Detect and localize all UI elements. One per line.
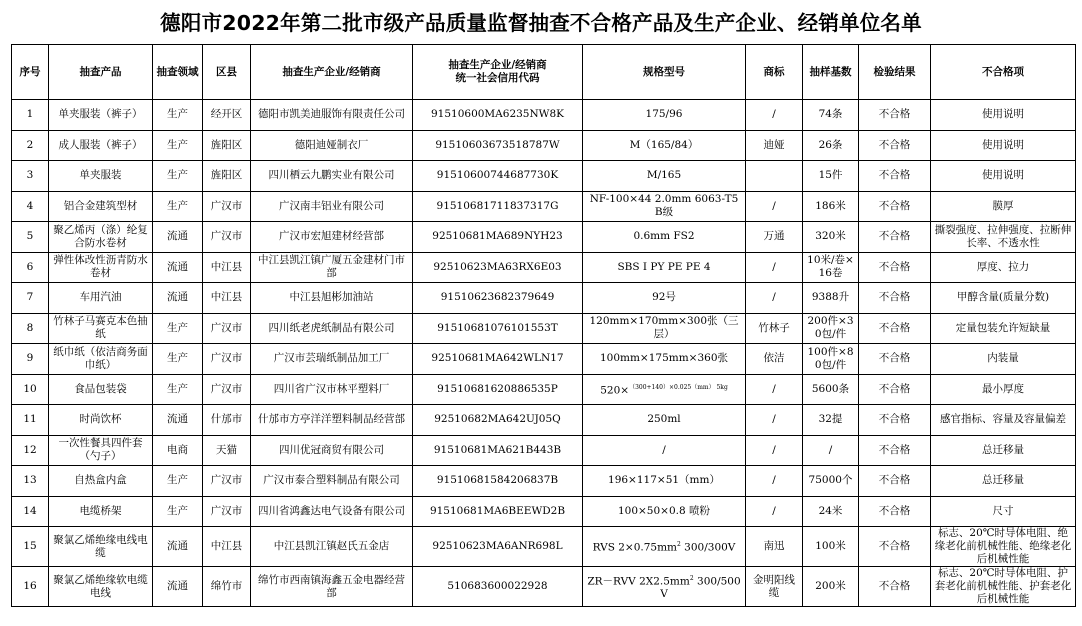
inspection-field: 生产 — [153, 161, 203, 192]
inspection-field: 生产 — [153, 496, 203, 527]
credit-code: 92510623MA6ANR698L — [413, 527, 583, 567]
test-result: 不合格 — [859, 344, 931, 375]
nonconforming-items: 感官指标、容量及容量偏差 — [931, 405, 1076, 436]
col-header-sample-base: 抽样基数 — [803, 45, 859, 100]
product-name: 弹性体改性沥青防水卷材 — [49, 252, 153, 283]
sample-base: 5600条 — [803, 374, 859, 405]
brand: 金明阳线缆 — [746, 567, 803, 607]
inspection-field: 生产 — [153, 130, 203, 161]
row-number: 6 — [12, 252, 49, 283]
credit-code: 91510681MA6BEEWD2B — [413, 496, 583, 527]
credit-code: 91510600744687730K — [413, 161, 583, 192]
document-title: 德阳市2022年第二批市级产品质量监督抽查不合格产品及生产企业、经销单位名单 — [160, 11, 922, 35]
brand: 依洁 — [746, 344, 803, 375]
inspection-field: 生产 — [153, 344, 203, 375]
spec-model — [583, 527, 746, 567]
product-name: 纸巾纸（依洁商务面巾纸） — [49, 344, 153, 375]
nonconforming-items: 尺寸 — [931, 496, 1076, 527]
brand: 竹林子 — [746, 313, 803, 344]
test-result: 不合格 — [859, 222, 931, 253]
table-row — [12, 435, 1076, 466]
brand: / — [746, 496, 803, 527]
credit-code: 91510681MA621B443B — [413, 435, 583, 466]
test-result: 不合格 — [859, 100, 931, 131]
row-number: 4 — [12, 191, 49, 222]
row-number: 3 — [12, 161, 49, 192]
nonconforming-items: 总迁移量 — [931, 466, 1076, 497]
credit-code: 91510681711837317G — [413, 191, 583, 222]
credit-code: 91510603673518787W — [413, 130, 583, 161]
col-header-spec: 规格型号 — [583, 45, 746, 100]
district: 中江县 — [203, 283, 251, 314]
spec-model: 92号 — [583, 283, 746, 314]
test-result: 不合格 — [859, 567, 931, 607]
row-number: 5 — [12, 222, 49, 253]
table-row — [12, 222, 1076, 253]
table-row — [12, 283, 1076, 314]
table-row — [12, 344, 1076, 375]
nonconforming-items: 标志、20℃时导体电阻、护套老化前机械性能、护套老化后机械性能 — [931, 567, 1076, 607]
sample-base: 186米 — [803, 191, 859, 222]
company-name: 德阳迪娅制衣厂 — [251, 130, 413, 161]
row-number: 15 — [12, 527, 49, 567]
spec-model: 100mm×175mm×360张 — [583, 344, 746, 375]
table-row — [12, 100, 1076, 131]
company-name: 什邡市方亭洋洋塑料制品经营部 — [251, 405, 413, 436]
district: 广汉市 — [203, 191, 251, 222]
product-name: 聚氯乙烯绝缘电线电缆 — [49, 527, 153, 567]
company-name: 中江县凯江镇广厦五金建材门市部 — [251, 252, 413, 283]
district: 广汉市 — [203, 374, 251, 405]
product-name: 聚乙烯丙（涤）纶复合防水卷材 — [49, 222, 153, 253]
sample-base: / — [803, 435, 859, 466]
product-name: 铝合金建筑型材 — [49, 191, 153, 222]
row-number: 7 — [12, 283, 49, 314]
sample-base: 10米/卷×16卷 — [803, 252, 859, 283]
inspection-field: 生产 — [153, 466, 203, 497]
district: 广汉市 — [203, 466, 251, 497]
spec-model: SBS I PY PE PE 4 — [583, 252, 746, 283]
brand: 万通 — [746, 222, 803, 253]
district: 广汉市 — [203, 344, 251, 375]
table-row — [12, 405, 1076, 436]
sample-base: 200件×30包/件 — [803, 313, 859, 344]
inspection-field: 流通 — [153, 283, 203, 314]
spec-main: ZR－RVV 2X2.5mm — [587, 575, 690, 588]
spec-model: 0.6mm FS2 — [583, 222, 746, 253]
test-result: 不合格 — [859, 161, 931, 192]
product-name: 单夹服装（裤子） — [49, 100, 153, 131]
row-number: 13 — [12, 466, 49, 497]
col-header-company: 抽查生产企业/经销商 — [251, 45, 413, 100]
spec-model: M（165/84） — [583, 130, 746, 161]
company-name: 四川省广汉市林平塑料厂 — [251, 374, 413, 405]
credit-code: 91510681620886535P — [413, 374, 583, 405]
test-result: 不合格 — [859, 130, 931, 161]
district: 广汉市 — [203, 313, 251, 344]
table-row — [12, 191, 1076, 222]
credit-code: 91510681584206837B — [413, 466, 583, 497]
spec-model: 120mm×170mm×300张（三层） — [583, 313, 746, 344]
credit-code: 91510600MA6235NW8K — [413, 100, 583, 131]
spec-superscript: （300+140）×0.025（mm） 5kg — [629, 384, 728, 391]
district: 广汉市 — [203, 496, 251, 527]
table-row — [12, 466, 1076, 497]
product-name: 食品包装袋 — [49, 374, 153, 405]
district: 中江县 — [203, 252, 251, 283]
table-row — [12, 527, 1076, 567]
inspection-field: 流通 — [153, 527, 203, 567]
sample-base: 200米 — [803, 567, 859, 607]
inspection-field: 生产 — [153, 191, 203, 222]
product-name: 竹林子马赛克本色抽纸 — [49, 313, 153, 344]
nonconforming-items: 甲醇含量(质量分数) — [931, 283, 1076, 314]
inspection-field: 流通 — [153, 222, 203, 253]
company-name: 德阳市凯美迪服饰有限责任公司 — [251, 100, 413, 131]
spec-tail: 300/300V — [680, 541, 736, 554]
row-number: 8 — [12, 313, 49, 344]
company-name: 四川纸老虎纸制品有限公司 — [251, 313, 413, 344]
company-name: 广汉市芸瑞纸制品加工厂 — [251, 344, 413, 375]
col-header-nonconforming-items: 不合格项 — [931, 45, 1076, 100]
product-name: 时尚饮杯 — [49, 405, 153, 436]
spec-superscript: 2 — [689, 574, 694, 582]
row-number: 16 — [12, 567, 49, 607]
table-row — [12, 313, 1076, 344]
col-header-brand: 商标 — [746, 45, 803, 100]
spec-superscript: 2 — [677, 541, 681, 549]
credit-code: 92510681MA642WLN17 — [413, 344, 583, 375]
product-name: 一次性餐具四件套（勺子） — [49, 435, 153, 466]
credit-code: 92510623MA63RX6E03 — [413, 252, 583, 283]
sample-base: 75000个 — [803, 466, 859, 497]
test-result: 不合格 — [859, 405, 931, 436]
row-number: 9 — [12, 344, 49, 375]
spec-model: NF-100×44 2.0mm 6063-T5 B级 — [583, 191, 746, 222]
spec-model: / — [583, 435, 746, 466]
nonconforming-items: 膜厚 — [931, 191, 1076, 222]
spec-model: 196×117×51（mm） — [583, 466, 746, 497]
product-name: 成人服装（裤子） — [49, 130, 153, 161]
test-result: 不合格 — [859, 283, 931, 314]
spec-main: RVS 2×0.75mm — [592, 541, 678, 554]
district: 中江县 — [203, 527, 251, 567]
table-row — [12, 374, 1076, 405]
nonconforming-products-table — [11, 44, 1076, 607]
row-number: 12 — [12, 435, 49, 466]
row-number: 10 — [12, 374, 49, 405]
sample-base: 9388升 — [803, 283, 859, 314]
spec-model: 100×50×0.8 喷粉 — [583, 496, 746, 527]
nonconforming-items: 内装量 — [931, 344, 1076, 375]
credit-code: 91510623682379649 — [413, 283, 583, 314]
brand: / — [746, 283, 803, 314]
district: 天猫 — [203, 435, 251, 466]
brand: / — [746, 405, 803, 436]
spec-main: 520× — [600, 384, 630, 397]
spec-model: M/165 — [583, 161, 746, 192]
nonconforming-items: 使用说明 — [931, 100, 1076, 131]
col-header-field: 抽查领域 — [153, 45, 203, 100]
company-name: 四川栖云九鹏实业有限公司 — [251, 161, 413, 192]
sample-base: 74条 — [803, 100, 859, 131]
test-result: 不合格 — [859, 252, 931, 283]
credit-code: 91510681076101553T — [413, 313, 583, 344]
district: 什邡市 — [203, 405, 251, 436]
nonconforming-items: 总迁移量 — [931, 435, 1076, 466]
inspection-field: 生产 — [153, 313, 203, 344]
row-number: 11 — [12, 405, 49, 436]
brand: / — [746, 374, 803, 405]
company-name: 广汉南丰铝业有限公司 — [251, 191, 413, 222]
test-result: 不合格 — [859, 527, 931, 567]
district: 绵竹市 — [203, 567, 251, 607]
company-name: 广汉市宏旭建材经营部 — [251, 222, 413, 253]
nonconforming-items: 使用说明 — [931, 130, 1076, 161]
district: 广汉市 — [203, 222, 251, 253]
table-row — [12, 130, 1076, 161]
test-result: 不合格 — [859, 466, 931, 497]
company-name: 广汉市泰合塑料制品有限公司 — [251, 466, 413, 497]
company-name: 绵竹市西南镇海鑫五金电器经营部 — [251, 567, 413, 607]
nonconforming-items: 厚度、拉力 — [931, 252, 1076, 283]
nonconforming-items: 最小厚度 — [931, 374, 1076, 405]
credit-code: 510683600022928 — [413, 567, 583, 607]
spec-tail: 300/500V — [660, 575, 741, 601]
col-header-result: 检验结果 — [859, 45, 931, 100]
spec-model: 250ml — [583, 405, 746, 436]
spec-model: 175/96 — [583, 100, 746, 131]
district: 旌阳区 — [203, 130, 251, 161]
sample-base: 320米 — [803, 222, 859, 253]
nonconforming-items: 撕裂强度、拉伸强度、拉断伸长率、不透水性 — [931, 222, 1076, 253]
row-number: 1 — [12, 100, 49, 131]
credit-code: 92510681MA689NYH23 — [413, 222, 583, 253]
brand — [746, 161, 803, 192]
test-result: 不合格 — [859, 191, 931, 222]
credit-code: 92510682MA642UJ05Q — [413, 405, 583, 436]
sample-base: 100米 — [803, 527, 859, 567]
table-header-row — [12, 45, 1076, 100]
company-name: 中江县旭彬加油站 — [251, 283, 413, 314]
table-row — [12, 567, 1076, 607]
col-header-district: 区县 — [203, 45, 251, 100]
company-name: 中江县凯江镇赵氏五金店 — [251, 527, 413, 567]
brand: / — [746, 191, 803, 222]
district: 旌阳区 — [203, 161, 251, 192]
table-row — [12, 161, 1076, 192]
nonconforming-items: 定量包装允许短缺量 — [931, 313, 1076, 344]
brand: / — [746, 252, 803, 283]
sample-base: 24米 — [803, 496, 859, 527]
sample-base: 32提 — [803, 405, 859, 436]
row-number: 2 — [12, 130, 49, 161]
inspection-field: 流通 — [153, 405, 203, 436]
spec-model — [583, 567, 746, 607]
district: 经开区 — [203, 100, 251, 131]
test-result: 不合格 — [859, 374, 931, 405]
test-result: 不合格 — [859, 496, 931, 527]
brand: / — [746, 100, 803, 131]
product-name: 电缆桥架 — [49, 496, 153, 527]
product-name: 车用汽油 — [49, 283, 153, 314]
inspection-field: 流通 — [153, 252, 203, 283]
col-header-credit-code: 抽查生产企业/经销商 统一社会信用代码 — [413, 45, 583, 100]
product-name: 单夹服装 — [49, 161, 153, 192]
nonconforming-items: 使用说明 — [931, 161, 1076, 192]
brand: 南迅 — [746, 527, 803, 567]
col-header-no: 序号 — [12, 45, 49, 100]
sample-base: 15件 — [803, 161, 859, 192]
inspection-field: 流通 — [153, 567, 203, 607]
inspection-field: 电商 — [153, 435, 203, 466]
company-name: 四川优冠商贸有限公司 — [251, 435, 413, 466]
row-number: 14 — [12, 496, 49, 527]
nonconforming-items: 标志、20℃时导体电阻、绝缘老化前机械性能、绝缘老化后机械性能 — [931, 527, 1076, 567]
test-result: 不合格 — [859, 313, 931, 344]
product-name: 聚氯乙烯绝缘软电缆电线 — [49, 567, 153, 607]
sample-base: 26条 — [803, 130, 859, 161]
brand: 迪娅 — [746, 130, 803, 161]
inspection-field: 生产 — [153, 374, 203, 405]
col-header-product: 抽查产品 — [49, 45, 153, 100]
brand: / — [746, 466, 803, 497]
company-name: 四川省鸿鑫达电气设备有限公司 — [251, 496, 413, 527]
test-result: 不合格 — [859, 435, 931, 466]
table-row — [12, 252, 1076, 283]
spec-model — [583, 374, 746, 405]
sample-base: 100件×80包/件 — [803, 344, 859, 375]
product-name: 自热盒内盒 — [49, 466, 153, 497]
brand: / — [746, 435, 803, 466]
table-row — [12, 496, 1076, 527]
inspection-field: 生产 — [153, 100, 203, 131]
